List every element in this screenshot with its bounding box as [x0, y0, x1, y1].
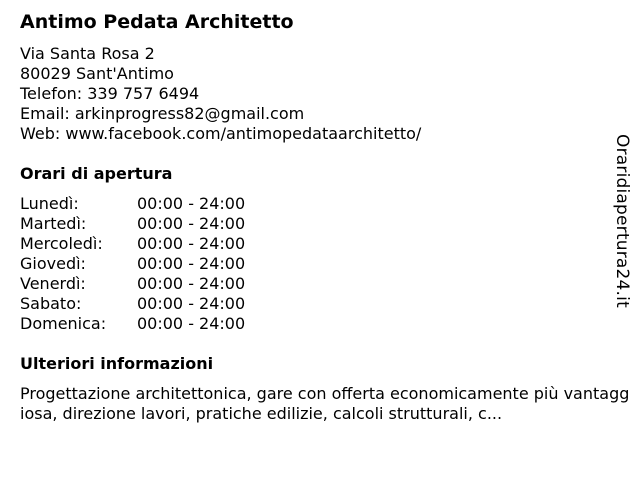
opening-hours-table — [20, 194, 610, 334]
business-name: Antimo Pedata Architetto — [20, 11, 294, 33]
hours-row-monday — [20, 194, 610, 214]
hours-row-sunday — [20, 314, 610, 334]
contact-block — [20, 44, 610, 144]
day-label: Giovedì: — [20, 254, 86, 273]
hours-row-wednesday — [20, 234, 610, 254]
time-range: 00:00 - 24:00 — [137, 214, 246, 233]
day-label: Domenica: — [20, 314, 107, 333]
day-label: Mercoledì: — [20, 234, 103, 253]
address-street: Via Santa Rosa 2 — [20, 44, 155, 63]
time-range: 00:00 - 24:00 — [137, 194, 246, 213]
brand-watermark: Oraridiapertura24.it — [612, 134, 632, 308]
time-range: 00:00 - 24:00 — [137, 314, 246, 333]
time-range: 00:00 - 24:00 — [137, 294, 246, 313]
hours-row-friday — [20, 274, 610, 294]
time-range: 00:00 - 24:00 — [137, 274, 246, 293]
opening-hours-heading: Orari di apertura — [20, 164, 173, 183]
address-city: 80029 Sant'Antimo — [20, 64, 174, 83]
day-label: Lunedì: — [20, 194, 79, 213]
further-info-heading: Ulteriori informazioni — [20, 354, 214, 373]
hours-row-thursday — [20, 254, 610, 274]
email-line: Email: arkinprogress82@gmail.com — [20, 104, 305, 123]
day-label: Sabato: — [20, 294, 82, 313]
day-label: Venerdì: — [20, 274, 86, 293]
further-info-text: Progettazione architettonica, gare con offerta economicamente più vantaggiosa, direzione lavori, pratiche edilizie, calcoli strutturali, c... — [20, 384, 630, 423]
day-label: Martedì: — [20, 214, 87, 233]
hours-row-saturday — [20, 294, 610, 314]
phone-line: Telefon: 339 757 6494 — [20, 84, 200, 103]
time-range: 00:00 - 24:00 — [137, 254, 246, 273]
time-range: 00:00 - 24:00 — [137, 234, 246, 253]
hours-row-tuesday — [20, 214, 610, 234]
web-line: Web: www.facebook.com/antimopedataarchitetto/ — [20, 124, 422, 143]
